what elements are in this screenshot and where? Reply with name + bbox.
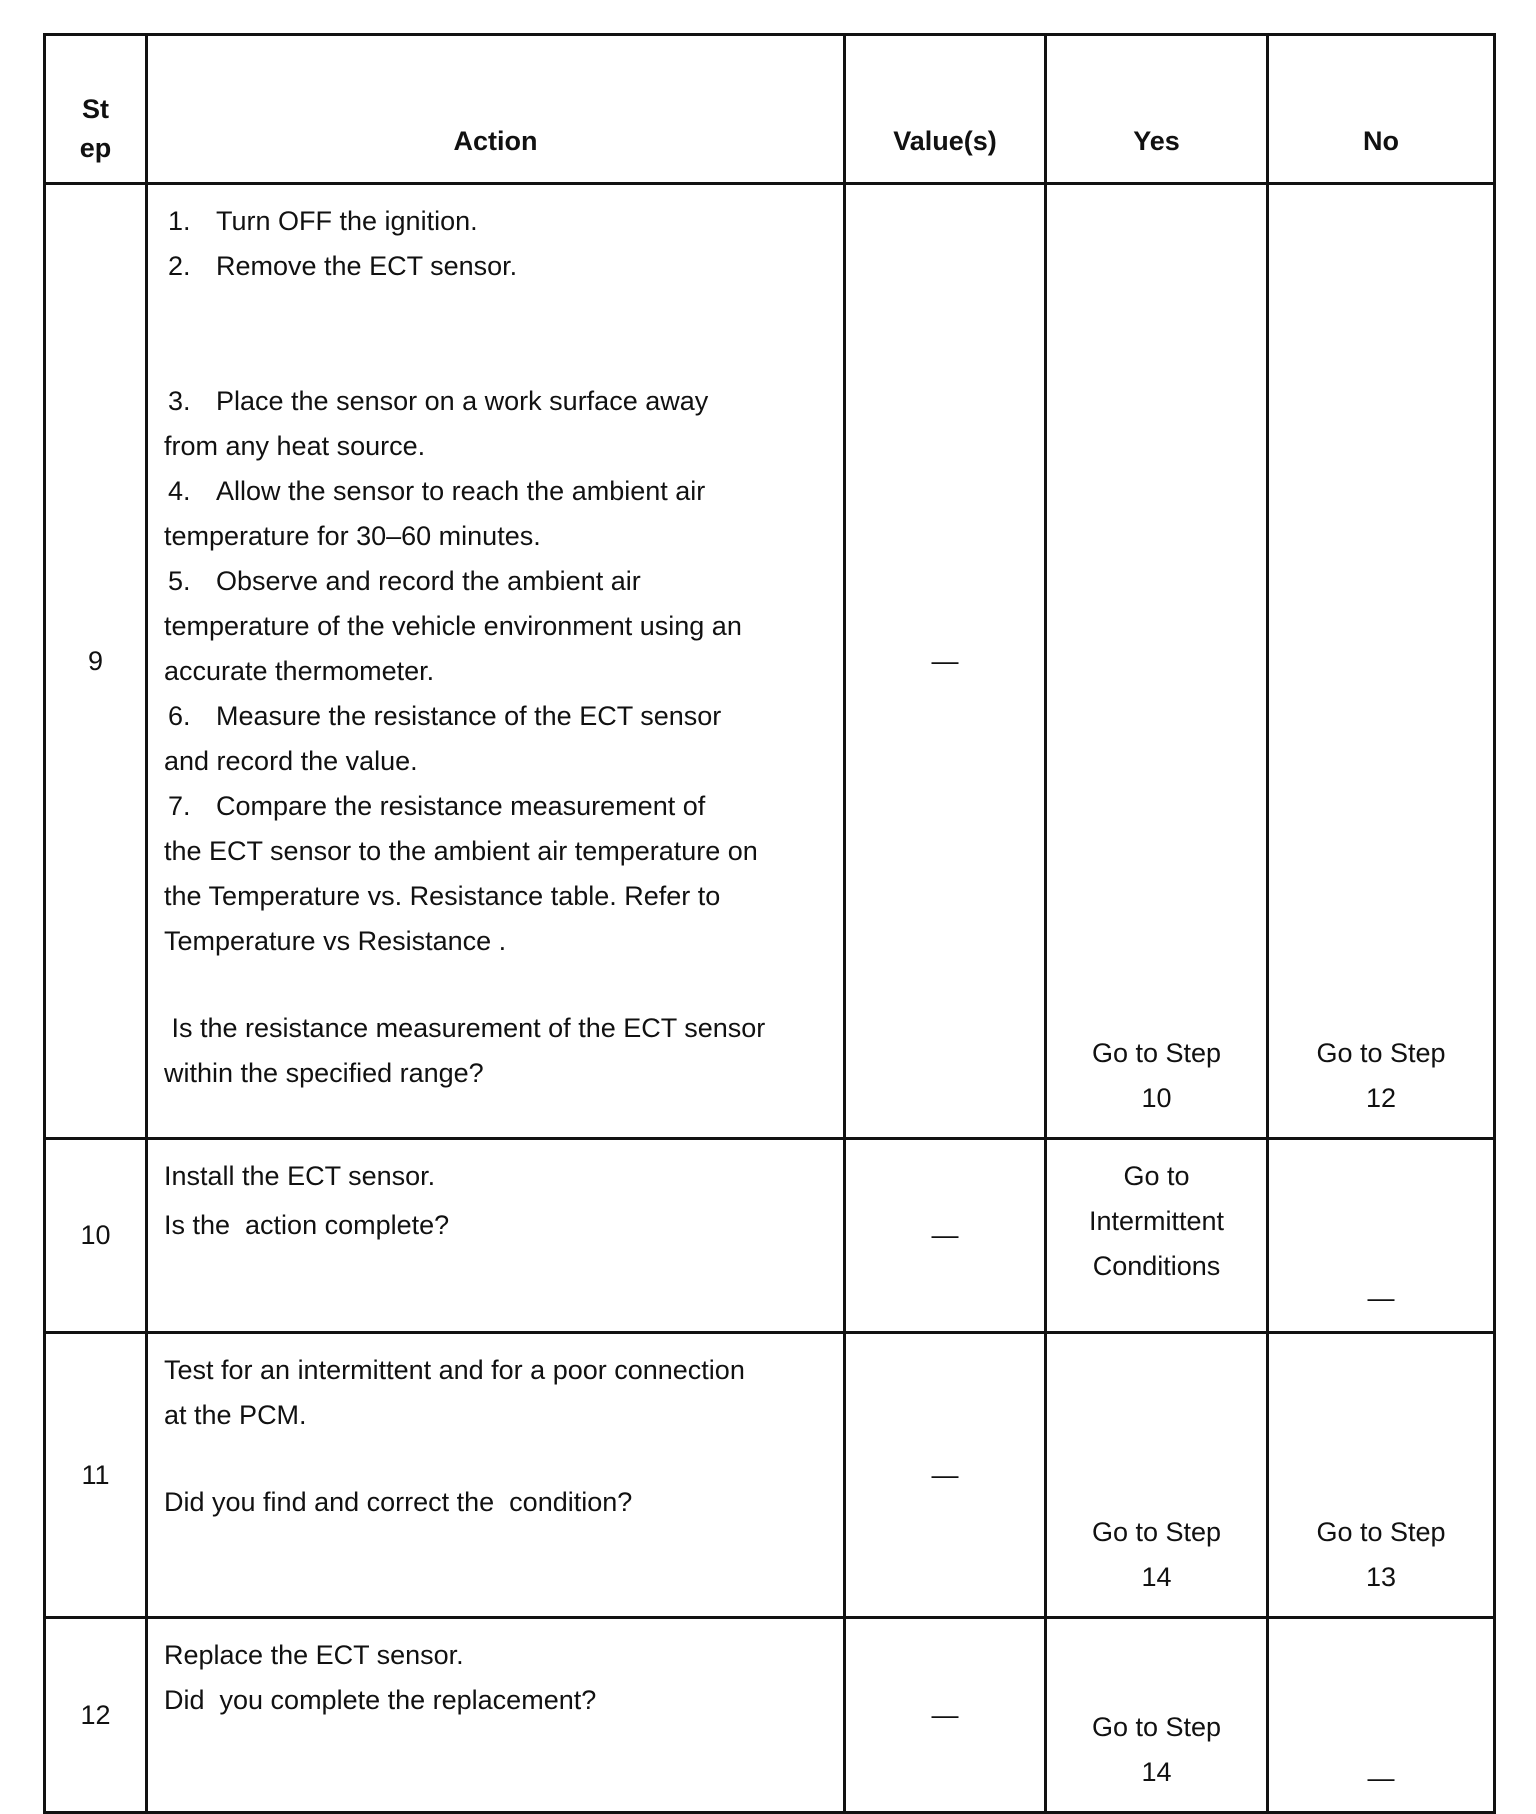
action-item-6: 6. Measure the resistance of the ECT sensor	[168, 701, 722, 731]
no-cell	[1268, 184, 1495, 1139]
value-cell: —	[845, 184, 1046, 1139]
no-cell	[1268, 1333, 1495, 1618]
value-cell: —	[845, 1333, 1046, 1618]
table-row-step-10	[45, 1139, 1495, 1333]
value-cell: —	[845, 1139, 1046, 1333]
yes-goto-step: 14	[1141, 1562, 1172, 1592]
yes-cell	[1046, 1333, 1268, 1618]
question-line1: Is the resistance measurement of the ECT sensor	[164, 1013, 766, 1043]
action-line: Test for an intermittent and for a poor connection	[164, 1355, 745, 1385]
question-line2: within the specified range?	[164, 1058, 484, 1088]
diagnostic-table	[43, 33, 1496, 1814]
value-cell: —	[845, 1618, 1046, 1813]
action-cell	[147, 1333, 845, 1618]
yes-goto-step: 10	[1141, 1083, 1172, 1113]
question-line: Did you complete the replacement?	[164, 1685, 597, 1715]
header-step-line1: St	[82, 94, 109, 124]
action-item-4-cont: temperature for 30–60 minutes.	[164, 521, 541, 551]
step-number: 11	[45, 1333, 147, 1618]
action-cell	[147, 184, 845, 1139]
action-item-5-cont1: temperature of the vehicle environment using an	[164, 611, 742, 641]
action-item-4: 4. Allow the sensor to reach the ambient air	[168, 476, 706, 506]
action-cell	[147, 1139, 845, 1333]
action-item-3: 3. Place the sensor on a work surface away	[168, 386, 709, 416]
yes-cell	[1046, 184, 1268, 1139]
action-item-5-cont2: accurate thermometer.	[164, 656, 435, 686]
yes-cell	[1046, 1139, 1268, 1333]
no-goto-label: Go to Step	[1316, 1038, 1446, 1068]
no-goto-step: 12	[1365, 1083, 1397, 1113]
action-item-6-cont: and record the value.	[164, 746, 418, 776]
header-step	[45, 35, 147, 184]
action-line: Install the ECT sensor.	[164, 1161, 436, 1191]
header-no: No	[1268, 35, 1495, 184]
no-dash: —	[1367, 1763, 1395, 1793]
no-cell	[1268, 1618, 1495, 1813]
step-number: 12	[45, 1618, 147, 1813]
table-row-step-11	[45, 1333, 1495, 1618]
question-line: Is the action complete?	[164, 1210, 450, 1240]
yes-goto-label: Go to Step	[1091, 1517, 1222, 1547]
header-yes: Yes	[1046, 35, 1268, 184]
table-row-step-9	[45, 184, 1495, 1139]
step-number: 10	[45, 1139, 147, 1333]
action-item-7-cont1: the ECT sensor to the ambient air temperature on	[164, 836, 758, 866]
question-line: Did you find and correct the condition?	[164, 1487, 633, 1517]
action-item-7-cont2: the Temperature vs. Resistance table. Refer to	[164, 881, 721, 911]
table-row-step-12	[45, 1618, 1495, 1813]
no-goto-step: 13	[1365, 1562, 1397, 1592]
action-item-7: 7. Compare the resistance measurement of	[168, 791, 706, 821]
no-goto-label: Go to Step	[1316, 1517, 1446, 1547]
yes-goto-target-cont: Conditions	[1092, 1251, 1221, 1281]
no-cell	[1268, 1139, 1495, 1333]
yes-goto-label: Go to Step	[1091, 1712, 1222, 1742]
yes-goto-label: Go to	[1123, 1161, 1190, 1191]
yes-cell	[1046, 1618, 1268, 1813]
action-line-cont: at the PCM.	[164, 1400, 307, 1430]
action-item-3-cont: from any heat source.	[164, 431, 426, 461]
action-item-7-cont3: Temperature vs Resistance .	[164, 926, 507, 956]
yes-goto-target: Intermittent	[1088, 1206, 1225, 1236]
no-dash: —	[1367, 1283, 1395, 1313]
header-step-line2: ep	[79, 133, 112, 163]
header-values: Value(s)	[845, 35, 1046, 184]
yes-goto-step: 14	[1141, 1757, 1172, 1787]
header-action: Action	[147, 35, 845, 184]
action-item-5: 5. Observe and record the ambient air	[168, 566, 641, 596]
action-item-2: 2. Remove the ECT sensor.	[168, 251, 518, 281]
yes-goto-label: Go to Step	[1091, 1038, 1222, 1068]
action-item-1: 1. Turn OFF the ignition.	[168, 206, 478, 236]
header-row	[45, 35, 1495, 184]
action-cell	[147, 1618, 845, 1813]
step-number: 9	[45, 184, 147, 1139]
action-line: Replace the ECT sensor.	[164, 1640, 464, 1670]
